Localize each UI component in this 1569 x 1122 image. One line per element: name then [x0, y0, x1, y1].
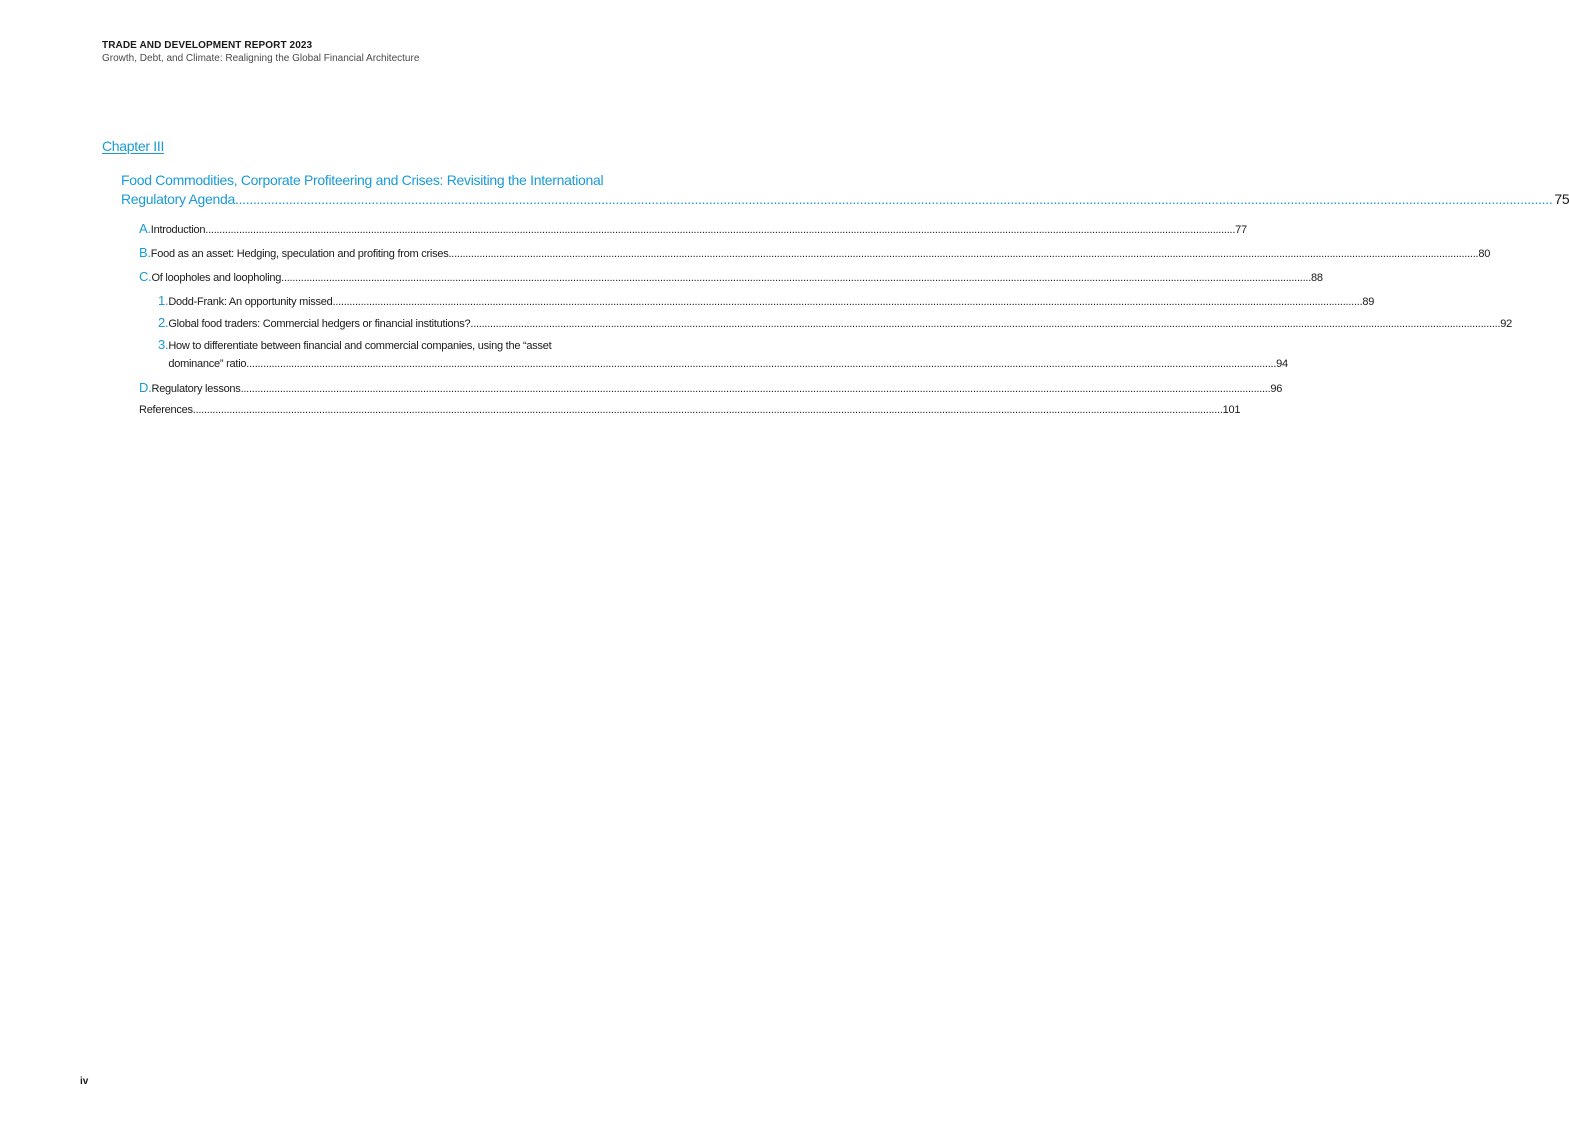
dot-leader	[246, 355, 1276, 373]
references-page-number: 101	[1222, 404, 1241, 416]
page-number-footer: iv	[80, 1076, 89, 1087]
subsection-label-line1: How to differentiate between financial and commercial companies, using the “asset	[168, 340, 552, 352]
dot-leader	[448, 242, 1478, 266]
dot-leader	[470, 316, 1500, 332]
references-label: References	[139, 404, 193, 416]
report-title: TRADE AND DEVELOPMENT REPORT 2023	[102, 40, 313, 51]
section-page-number: 96	[1270, 383, 1283, 395]
subsection-label: Dodd-Frank: An opportunity missed	[168, 296, 333, 308]
toc-subsection-2[interactable]	[158, 315, 1512, 332]
dot-leader	[235, 190, 1552, 209]
chapter-title-leader-row	[121, 190, 1569, 209]
subsection-marker: 3.	[158, 337, 169, 352]
dot-leader	[193, 400, 1223, 420]
toc-subsection-3[interactable]	[158, 337, 1288, 373]
chapter-heading-link[interactable]: Chapter III	[102, 138, 165, 154]
section-marker: C.	[139, 269, 152, 284]
dot-leader	[281, 266, 1311, 290]
section-label: Introduction	[150, 224, 206, 236]
section-page-number: 88	[1311, 272, 1323, 284]
report-subtitle: Growth, Debt, and Climate: Realigning the Global Financial Architecture	[102, 53, 420, 64]
section-marker: A.	[139, 221, 151, 236]
section-label: Food as an asset: Hedging, speculation and profiting from crises	[150, 248, 449, 260]
toc-section-b[interactable]	[139, 241, 1491, 265]
table-of-contents	[121, 171, 1569, 420]
subsection-marker: 2.	[158, 315, 169, 330]
toc-section-c[interactable]	[139, 265, 1323, 289]
section-marker: D.	[139, 380, 152, 395]
dot-leader	[205, 218, 1235, 242]
chapter-title-line1: Food Commodities, Corporate Profiteering and Crises: Revisiting the International	[121, 172, 604, 188]
section-label: Regulatory lessons	[151, 383, 241, 395]
subsection-page-number: 94	[1276, 358, 1288, 370]
subsection-label: Global food traders: Commercial hedgers or financial institutions?	[168, 318, 471, 330]
subsection-page-number: 89	[1362, 296, 1375, 308]
toc-section-a[interactable]	[139, 217, 1247, 241]
dot-leader	[333, 294, 1363, 310]
section-page-number: 77	[1235, 224, 1247, 236]
chapter-title-entry[interactable]	[121, 171, 1569, 209]
subsection-label-line2: dominance” ratio	[168, 358, 247, 370]
section-marker: B.	[139, 245, 151, 260]
subsection-marker: 1.	[158, 293, 169, 308]
section-label: Of loopholes and loopholing	[151, 272, 282, 284]
dot-leader	[241, 377, 1271, 401]
running-header	[102, 40, 419, 65]
toc-section-d[interactable]	[139, 376, 1283, 400]
toc-subsection-1[interactable]	[158, 293, 1375, 310]
subsection-page-number: 92	[1500, 318, 1512, 330]
toc-references[interactable]	[139, 400, 1241, 420]
section-page-number: 80	[1478, 248, 1491, 260]
chapter-title-line2: Regulatory Agenda	[121, 191, 235, 207]
chapter-page-number: 75	[1554, 191, 1569, 207]
